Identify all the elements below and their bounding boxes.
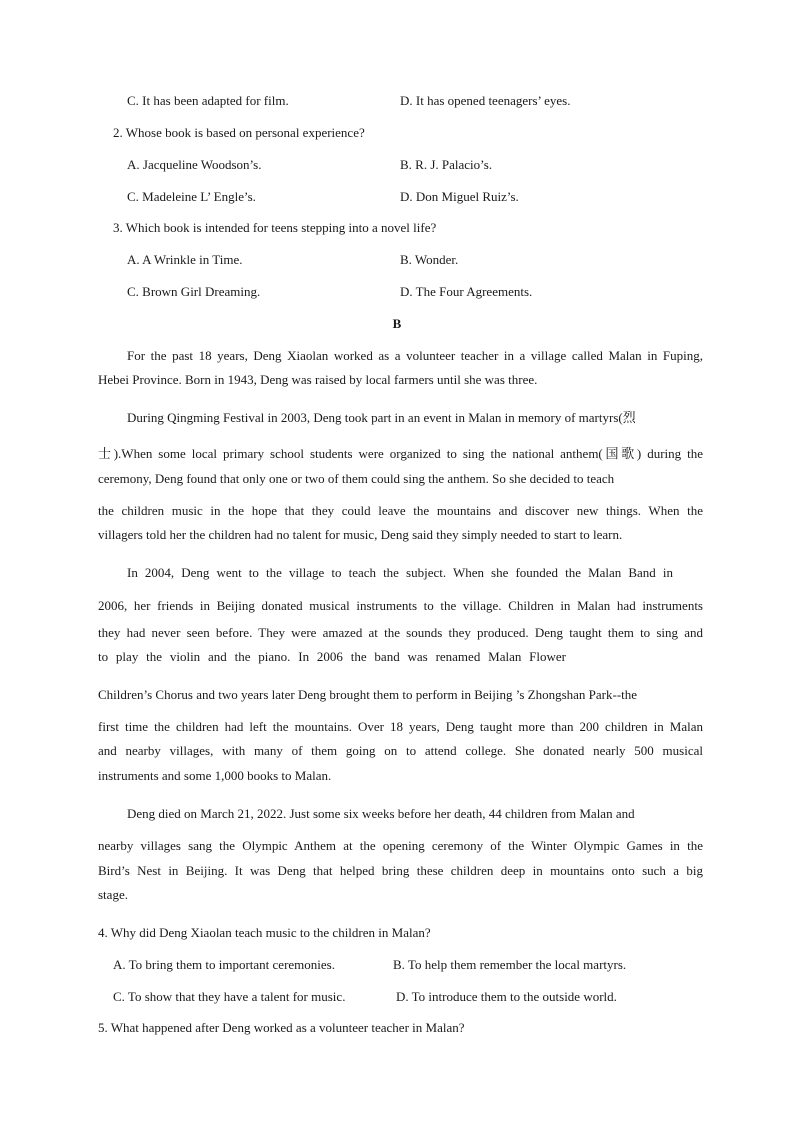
passage-p2-line5: villagers told her the children had no talent for music, Deng said they simply needed to start to learn. [98,527,623,542]
q3-stem: 3. Which book is intended for teens stepping into a novel life? [113,220,437,235]
passage-p2-line4: the children music in the hope that they could leave the mountains and discover new things. When the [98,503,703,518]
passage-p3-line6: first time the children had left the mountains. Over 18 years, Deng taught more than 200 children in Malan [98,719,703,734]
q3-option-d: D. The Four Agreements. [400,284,533,299]
q2-option-b: B. R. J. Palacio’s. [400,157,493,172]
passage-p3-line3: they had never seen before. They were amazed at the sounds they produced. Deng taught them to sing and [98,625,703,640]
passage-p4-line4: stage. [98,887,128,902]
passage-p3-line2: 2006, her friends in Beijing donated musical instruments to the village. Children in Malan had instruments [98,598,703,613]
section-title: B [392,316,402,331]
passage-p3-line4: to play the violin and the piano. In 2006 the band was renamed Malan Flower [98,649,566,664]
q1-option-c: C. It has been adapted for film. [127,93,289,108]
passage-p2-line3: ceremony, Deng found that only one or two of them could sing the anthem. So she decided to teach [98,471,615,486]
passage-p4-line2: nearby villages sang the Olympic Anthem at the opening ceremony of the Winter Olympic Games in the [98,838,703,853]
passage-p3-line5: Children’s Chorus and two years later Deng brought them to perform in Beijing ’s Zhongshan Park--the [98,687,638,702]
passage-p2-line2: 士).When some local primary school students were organized to sing the national anthem(国歌) during the [98,446,703,461]
q4-option-c: C. To show that they have a talent for music. [113,989,346,1004]
q4-stem: 4. Why did Deng Xiaolan teach music to the children in Malan? [98,925,431,940]
passage-p1-line1: For the past 18 years, Deng Xiaolan worked as a volunteer teacher in a village called Malan in Fuping, [127,348,703,363]
q3-option-a: A. A Wrinkle in Time. [127,252,243,267]
q2-stem: 2. Whose book is based on personal experience? [113,125,365,140]
passage-p1-line2: Hebei Province. Born in 1943, Deng was raised by local farmers until she was three. [98,372,538,387]
q5-stem: 5. What happened after Deng worked as a volunteer teacher in Malan? [98,1020,465,1035]
q4-option-a: A. To bring them to important ceremonies. [113,957,335,972]
q4-option-d: D. To introduce them to the outside world. [396,989,617,1004]
q2-option-c: C. Madeleine L’ Engle’s. [127,189,256,204]
passage-p3-line1: In 2004, Deng went to the village to teach the subject. When she founded the Malan Band in [127,565,673,580]
passage-p3-line7: and nearby villages, with many of them going on to attend college. She donated nearly 500 musical [98,743,703,758]
passage-p3-line8: instruments and some 1,000 books to Malan. [98,768,332,783]
q3-option-b: B. Wonder. [400,252,459,267]
q3-option-c: C. Brown Girl Dreaming. [127,284,261,299]
q2-option-d: D. Don Miguel Ruiz’s. [400,189,519,204]
q2-option-a: A. Jacqueline Woodson’s. [127,157,262,172]
q1-option-d: D. It has opened teenagers’ eyes. [400,93,571,108]
q4-option-b: B. To help them remember the local martyrs. [393,957,627,972]
passage-p4-line3: Bird’s Nest in Beijing. It was Deng that helped bring these children deep in mountains onto such a big [98,863,703,878]
passage-p2-line1: During Qingming Festival in 2003, Deng took part in an event in Malan in memory of martyrs(烈 [127,410,636,425]
passage-p4-line1: Deng died on March 21, 2022. Just some six weeks before her death, 44 children from Malan and [127,806,635,821]
